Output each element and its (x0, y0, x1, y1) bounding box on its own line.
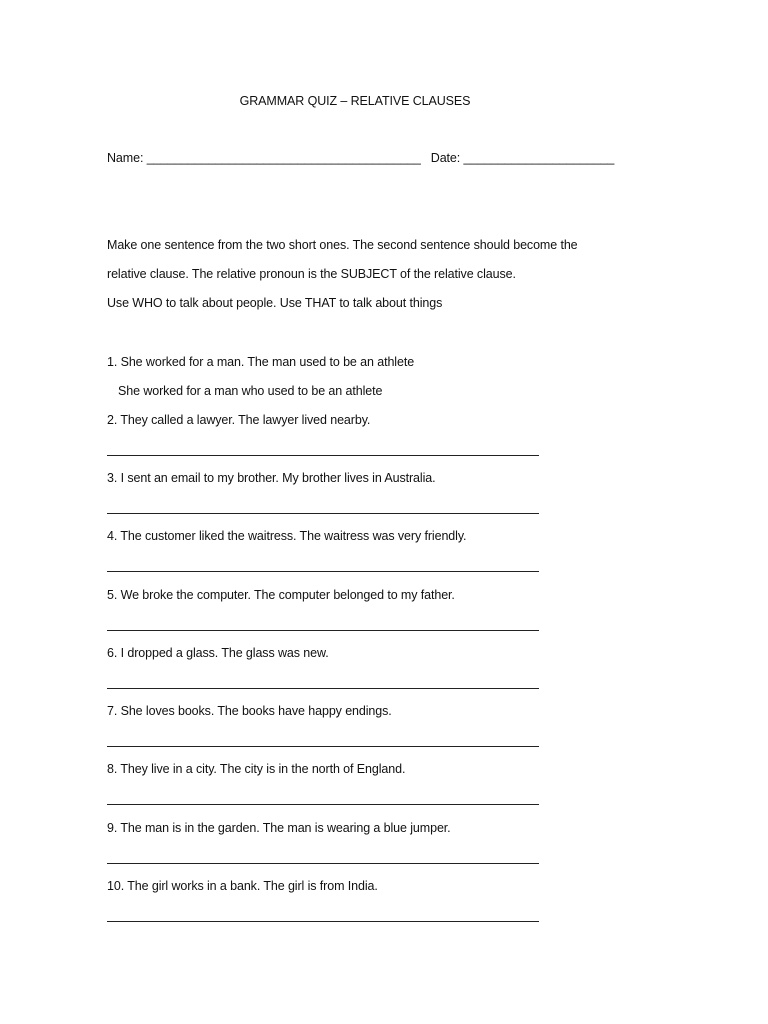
answer-line-10[interactable] (107, 921, 539, 922)
date-field[interactable]: Date: ______________________ (430, 151, 615, 165)
question-6: 6. I dropped a glass. The glass was new. (107, 646, 329, 660)
instruction-line-3: Use WHO to talk about people. Use THAT to talk about things (107, 296, 443, 310)
example-question: 1. She worked for a man. The man used to be an athlete (107, 355, 415, 369)
answer-line-5[interactable] (107, 630, 539, 631)
answer-line-9[interactable] (107, 863, 539, 864)
answer-line-7[interactable] (107, 746, 539, 747)
page-title: GRAMMAR QUIZ – RELATIVE CLAUSES (239, 94, 471, 108)
question-8: 8. They live in a city. The city is in the north of England. (107, 762, 406, 776)
answer-line-2[interactable] (107, 455, 539, 456)
question-10: 10. The girl works in a bank. The girl is from India. (107, 879, 378, 893)
question-9: 9. The man is in the garden. The man is wearing a blue jumper. (107, 821, 451, 835)
answer-line-3[interactable] (107, 513, 539, 514)
question-7: 7. She loves books. The books have happy endings. (107, 704, 392, 718)
instruction-line-1: Make one sentence from the two short ones. The second sentence should become the (107, 238, 578, 252)
answer-line-6[interactable] (107, 688, 539, 689)
example-answer: She worked for a man who used to be an athlete (118, 384, 383, 398)
instruction-line-2: relative clause. The relative pronoun is the SUBJECT of the relative clause. (107, 267, 516, 281)
question-4: 4. The customer liked the waitress. The waitress was very friendly. (107, 529, 467, 543)
answer-line-8[interactable] (107, 804, 539, 805)
question-2: 2. They called a lawyer. The lawyer lived nearby. (107, 413, 371, 427)
answer-line-4[interactable] (107, 571, 539, 572)
header-fields (107, 150, 614, 166)
question-3: 3. I sent an email to my brother. My brother lives in Australia. (107, 471, 436, 485)
question-5: 5. We broke the computer. The computer belonged to my father. (107, 588, 455, 602)
name-field[interactable]: Name: ________________________________________ (107, 151, 421, 165)
